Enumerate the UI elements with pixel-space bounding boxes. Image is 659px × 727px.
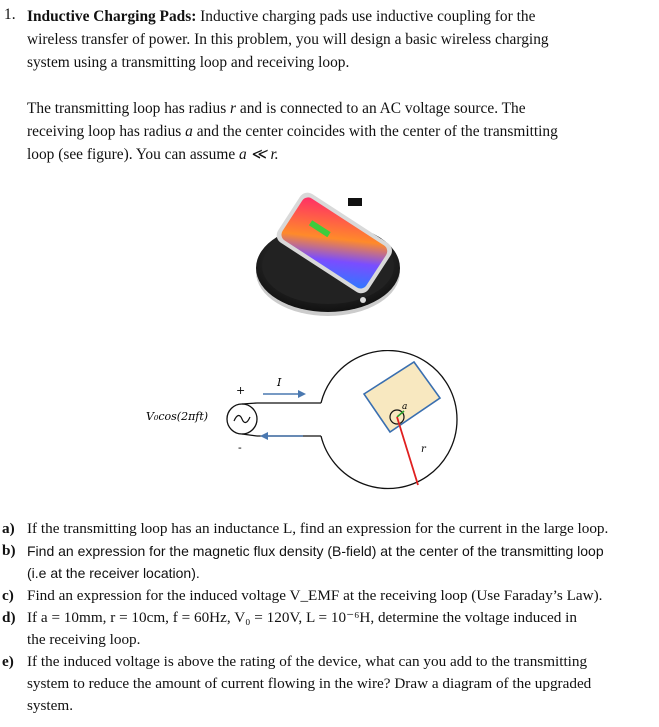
minus-sign: - xyxy=(238,441,242,454)
question-label: e) xyxy=(2,653,14,670)
transmitting-loop xyxy=(257,351,457,489)
problem-number: 1. xyxy=(4,6,16,23)
setup-paragraph xyxy=(27,97,645,166)
intro-line-2: wireless transfer of power. In this problem, you will design a basic wireless charging xyxy=(27,31,549,48)
question-text: system. xyxy=(27,697,73,714)
question-text: If the transmitting loop has an inductance L, find an expression for the current in the large loop. xyxy=(27,520,609,537)
setup-text: and is connected to an AC voltage source. The xyxy=(236,100,526,117)
small-loop-label: a xyxy=(402,402,408,412)
circuit-diagram xyxy=(140,350,470,495)
phone-on-charging-pad-image xyxy=(240,190,410,330)
question-label: c) xyxy=(2,587,14,604)
question-label: b) xyxy=(2,542,16,559)
question-text: (i.e at the receiver location). xyxy=(27,565,200,581)
question-label: d) xyxy=(2,609,16,626)
question-text: system to reduce the amount of current flowing in the wire? Draw a diagram of the upgraded xyxy=(27,675,592,692)
question-label: a) xyxy=(2,520,15,537)
problem-title: Inductive Charging Pads: xyxy=(27,8,197,25)
intro-line-3: system using a transmitting loop and receiving loop. xyxy=(27,54,350,71)
var-a: a xyxy=(185,123,193,140)
radius-line xyxy=(397,417,418,485)
setup-text: The transmitting loop has radius xyxy=(27,100,231,117)
question-text: the receiving loop. xyxy=(27,631,141,648)
var-r: r xyxy=(230,100,237,117)
setup-text: and the center coincides with the center of the transmitting xyxy=(192,123,558,140)
plus-sign: + xyxy=(236,384,246,397)
current-label: I xyxy=(277,376,282,389)
intro-line-1: Inductive charging pads use inductive coupling for the xyxy=(196,8,536,25)
assumption-expr: a ≪ r. xyxy=(239,146,279,163)
source-label: V₀cos(2πft) xyxy=(146,410,209,423)
question-text: If the induced voltage is above the rating of the device, what can you add to the transmitting xyxy=(27,653,588,670)
question-text: Find an expression for the induced voltage V_EMF at the receiving loop (Use Faraday’s Law). xyxy=(27,587,603,604)
big-radius-label: r xyxy=(421,444,426,455)
setup-text: loop (see figure). You can assume xyxy=(27,146,240,163)
problem-intro xyxy=(27,5,645,74)
question-text: If a = 10mm, r = 10cm, f = 60Hz, V₀ = 120V, L = 10⁻⁶H, determine the voltage induced in xyxy=(27,609,577,626)
setup-text: receiving loop has radius xyxy=(27,123,186,140)
question-text: Find an expression for the magnetic flux density (B-field) at the center of the transmitting loop xyxy=(27,543,604,559)
